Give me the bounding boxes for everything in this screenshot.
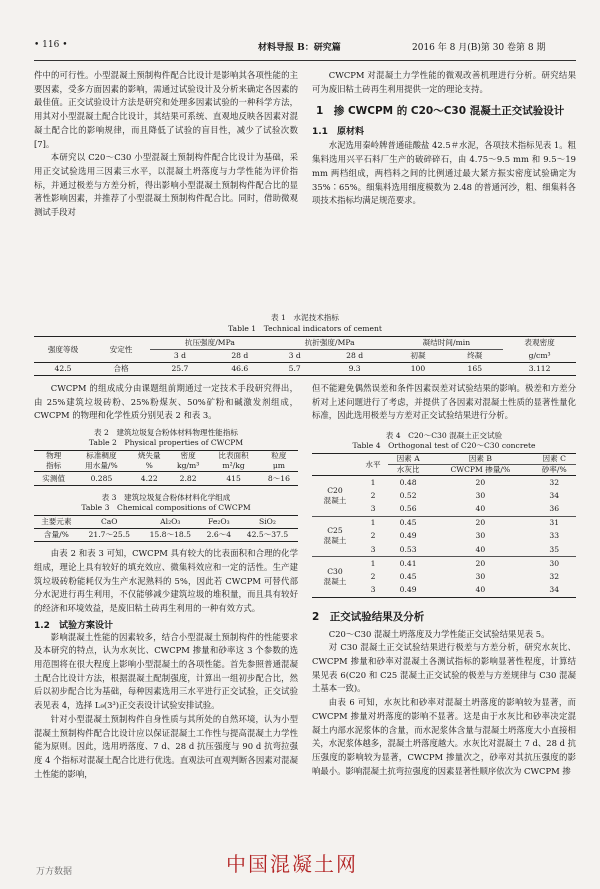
table-cell: 30: [475, 571, 486, 581]
journal-title: 材料导报 B：研究篇: [258, 43, 341, 53]
table-cell: 0.53: [399, 544, 417, 554]
issue-info: 2016 年 8 月(B)第 30 卷第 8 期: [412, 43, 546, 53]
header-rule: [34, 60, 576, 61]
table3-caption-en: Table 3 Chemical compositions of CWCPM: [81, 503, 251, 513]
table-cell: 30: [475, 490, 486, 500]
table-cell: 实测值: [42, 473, 66, 483]
table-cell: 40: [475, 544, 486, 554]
table-cell: 35: [549, 544, 560, 554]
table-cell: 2: [370, 571, 376, 581]
table-header: Al₂O₃: [160, 517, 181, 527]
table1-caption-cn: 表 1 水泥技术指标: [271, 313, 339, 322]
table-cell: 1: [370, 477, 376, 487]
table-cell: 4.22: [140, 473, 158, 483]
paragraph: 本研究以 C20～C30 小型混凝土预制构件配合比设计为基础，采用正交试验选用三因素三水平，以混凝土坍落度与力学性能为评价指标，并通过极差与方差分析，得出影响小型混凝土预制构件配合比的显著性影响因素，并推荐了小型混凝土预制构件配合比。同时，借助微观测试手段对: [34, 152, 298, 218]
table-cell: 1: [370, 518, 376, 528]
table-cell: 9.3: [348, 364, 361, 373]
table-header: 砂率/%: [541, 465, 567, 475]
table-cell: 42.5～37.5: [246, 530, 289, 540]
table-header: 密度 kg/m³: [176, 451, 200, 471]
table-subheader: 终凝: [467, 351, 483, 360]
table-header: 凝结时间/min: [390, 337, 504, 350]
table-row: [312, 476, 576, 490]
table-cell: 0.285: [90, 473, 113, 483]
table-header: 抗压强度/MPa: [150, 337, 270, 350]
table-header: CWCPM 掺量/%: [450, 465, 511, 475]
table2-physical-properties: [34, 450, 298, 486]
table-cell: 8～16: [267, 473, 290, 483]
paragraph: 但不能避免偶然误差和条件因素误差对试验结果的影响。极差和方差分析对上述问题进行了考虑，并提供了各因素对混凝土性质的显著性量化标准，因此选用极差与方差对正交试验结果进行分析。: [312, 383, 576, 421]
table-cell: 合格: [113, 364, 129, 373]
paragraph: 针对小型混凝土预制构件自身性质与其所处的自然环境，认为小型混凝土预制构件配合比设计应以保证混凝土工作性与提高混凝土力学性能为原则。因此，选用坍落度、7 d、28 d 抗压强度与 90 d 抗弯拉强度 4 个指标对混凝土配合比进行优选。直观法可直观判断各因素对混凝土性能的影响，: [34, 713, 298, 779]
section-heading-2: 2 正交试验结果及分析: [312, 610, 425, 623]
table-cell: 32: [549, 571, 560, 581]
table-header: 安定性: [109, 344, 133, 354]
watermark: 中国混凝土网: [226, 852, 358, 876]
table-cell: 20: [475, 558, 486, 568]
paragraph: CWCPM 的组成成分由课题组前期通过一定技术手段研究得出，由 25%建筑垃圾砖粉、25%粉煤灰、50%矿粉和碱激发剂组成，CWCPM 的物理和化学性质分别见表 2 和表 3。: [34, 383, 298, 421]
table-header: Fe₂O₃: [208, 517, 230, 527]
left-column-bottom: [34, 382, 298, 781]
table-cell: 3: [370, 504, 376, 514]
table2-caption-en: Table 2 Physical properties of CWCPM: [88, 438, 244, 448]
table3-caption-cn: 表 3 建筑垃圾复合粉体材料化学组成: [101, 493, 231, 503]
table-header: 抗折强度/MPa: [270, 337, 390, 350]
table-cell: 32: [549, 477, 560, 487]
table-cell: 20: [475, 477, 486, 487]
table-subheader: 28 d: [231, 351, 249, 360]
table-subheader: 3 d: [173, 351, 186, 360]
table-cell: 0.45: [399, 518, 417, 528]
paragraph: CWCPM 对混凝土力学性能的微观改善机理进行分析。研究结果可为废旧粘土砖再生利用提供一定的理论支持。: [312, 70, 576, 94]
table-header: 粒度 μm: [271, 451, 287, 471]
paragraph: 由表 6 可知，水灰比和砂率对混凝土坍落度的影响较为显著，而 CWCPM 掺量对坍落度的影响不显著。这是由于水灰比和砂率决定混凝土内部水泥浆体的含量，而水泥浆体含量与混凝土坍落度大小直接相关，水泥浆体越多，混凝土坍落度越大。水灰比对混凝土 7 d、28 d 抗压强度的影响较为显著，CWCPM 掺量次之，砂率对其抗压强度的影响最小。影响混凝土抗弯拉强度的因素显著性顺序依次为 CWCPM 掺: [312, 697, 576, 776]
table-subheader: 28 d: [346, 351, 364, 360]
table-cell: 33: [549, 531, 560, 541]
table-header: 强度等级: [47, 344, 79, 354]
table-row: [312, 557, 576, 571]
table-header: 水平: [365, 459, 381, 469]
table-cell: 3: [370, 585, 376, 595]
section-heading-1: 1 掺 CWCPM 的 C20～C30 混凝土正交试验设计: [316, 105, 565, 118]
table-header: CaO: [100, 517, 118, 527]
table-cell: 34: [549, 585, 560, 595]
table-cell: 3.112: [528, 364, 551, 373]
table-cell: 0.56: [399, 504, 417, 514]
table4-caption-en: Table 4 Orthogonal test of C20～C30 concrete: [352, 441, 536, 451]
table-cell: 30: [475, 531, 486, 541]
table4-caption-cn: 表 4 C20～C30 混凝土正交试验: [385, 431, 503, 441]
table-cell: 100: [410, 364, 426, 373]
table-cell: 5.7: [288, 364, 301, 373]
table4-orthogonal-test: [312, 453, 576, 598]
paragraph: 影响混凝土性能的因素较多，结合小型混凝土预制构件的性能要求及本研究的特点，认为水灰比、CWCPM 掺量和砂率这 3 个参数的选用范围将在很大程度上影响小型混凝土的各项性能。首先参照普通混凝土配合比设计方法，根据混凝土配制强度，计算出一组初步配合比，然后以初步配合比为基础，每种因素选用三水平进行正交试验，正交试验表见表 4，选择 L₉(3³)正交表设计试验安排试验。: [34, 631, 298, 711]
table-header: 烧失量 %: [137, 451, 161, 471]
table-subheader: g/cm³: [528, 350, 551, 360]
table-cell: 2: [370, 531, 376, 541]
table-cell: 20: [475, 518, 486, 528]
table-header: 水灰比: [396, 465, 420, 475]
table-cell: 0.49: [399, 531, 417, 541]
table-header: 因素 B: [428, 454, 532, 465]
group-label: C20 混凝土: [323, 485, 347, 505]
table-header: 主要元素: [41, 517, 72, 527]
table-header: 物理 指标: [46, 451, 62, 471]
table-cell: 40: [475, 585, 486, 595]
table-cell: 42.5: [54, 364, 72, 373]
table-cell: 3: [370, 544, 376, 554]
table-cell: 0.52: [399, 490, 417, 500]
table-header: [312, 454, 358, 476]
right-column-top: [312, 69, 576, 208]
table-cell: 2: [370, 490, 376, 500]
table-cell: 36: [549, 504, 560, 514]
table-cell: 46.6: [231, 364, 249, 373]
table-cell: 21.7～25.5: [88, 530, 130, 540]
table-cell: 40: [475, 504, 486, 514]
table-cell: 15.8～18.5: [149, 530, 191, 540]
table-subheader: 3 d: [288, 351, 301, 360]
table-subheader: 初凝: [410, 351, 426, 360]
table3-chemical-composition: [34, 515, 298, 542]
table-cell: 0.48: [399, 477, 417, 487]
table-cell: 165: [467, 364, 483, 373]
paragraph: 由表 2 和表 3 可知，CWCPM 具有较大的比表面积和合理的化学组成，理论上具有较好的填充效应、微集料效应和一定的活性。生产建筑垃圾砖粉能耗仅为生产水泥熟料的 5%，因此若 CWCPM 可替代部分水泥进行再生利用，不仅能够减少建筑垃圾的堆积量，而且具有较好的经济和环境效益，是废旧粘土砖再生利用的一种有效方式。: [34, 548, 298, 613]
subsection-heading-1-1: 1.1 原材料: [312, 127, 364, 138]
table-cell: 34: [549, 490, 560, 500]
table-header: 因素 C: [532, 454, 576, 465]
table-cell: 0.45: [399, 571, 417, 581]
group-label: C30 混凝土: [323, 566, 347, 586]
table-cell: 2.6～4: [206, 530, 232, 540]
table-cell: 30: [549, 558, 560, 568]
table-header: 比表面积 m²/kg: [218, 451, 249, 471]
table-header: 标准稠度 用水量/%: [85, 451, 118, 471]
subsection-heading-1-2: 1.2 试验方案设计: [34, 620, 113, 631]
table-cell: 0.49: [399, 585, 417, 595]
table1-caption-en: Table 1 Technical indicators of cement: [228, 324, 382, 333]
table-row: [312, 516, 576, 530]
paragraph: 水泥选用秦岭牌普通硅酸盐 42.5＃水泥，各项技术指标见表 1。粗集料选用兴平石料厂生产的破碎碎石，由 4.75～9.5 mm 和 9.5～19 mm 两档组成，两档料之间的比例通过最大紧方振实密度试验确定为 35%∶65%。细集料选用细度模数为 2.48 的普通河沙，粗、细集料各项技术指标均满足规范要求。: [312, 140, 576, 206]
paragraph: 件中的可行性。小型混凝土预制构件配合比设计是影响其各项性能的主要因素，受多方面因素的影响，需通过试验设计及分析来确定各因素的最佳值。正交试验设计方法是研究和处理多因素试验的一种科学方法，用其对小型混凝土配合比设计，其结果可系统、直观地反映各因素对混凝土配合比的影响规律，而且降低了试验的盲目性，减少了试验次数[7]。: [34, 70, 298, 149]
page-number: • 116 •: [34, 40, 68, 50]
table-cell: 415: [226, 473, 241, 483]
table-cell: 31: [549, 518, 560, 528]
wanfang-label: 万方数据: [36, 867, 73, 877]
table2-caption-cn: 表 2 建筑垃圾复合粉体材料物理性能指标: [94, 428, 238, 438]
paragraph: C20～C30 混凝土坍落度及力学性能正交试验结果见表 5。: [328, 628, 550, 639]
table-header: SiO₂: [259, 517, 276, 527]
table-cell: 含量/%: [43, 530, 69, 540]
table-cell: 0.41: [399, 558, 417, 568]
table-header: 表观密度: [524, 338, 555, 348]
table1-cement-indicators: [34, 336, 576, 376]
group-label: C25 混凝土: [323, 526, 347, 546]
table-cell: 25.7: [171, 364, 189, 373]
right-column-bottom: [312, 382, 576, 778]
paragraph: 对 C30 混凝土正交试验结果进行极差与方差分析，研究水灰比、CWCPM 掺量和砂率对混凝土各测试指标的影响显著性程度，计算结果见表 6(C20 和 C25 混凝土正交试验的极差与方差规律与 C30 混凝土基本一致)。: [312, 642, 576, 694]
table-header: 因素 A: [388, 454, 428, 465]
left-column-top: [34, 69, 298, 220]
table-cell: 2.82: [179, 473, 197, 483]
table-cell: 1: [370, 558, 376, 568]
